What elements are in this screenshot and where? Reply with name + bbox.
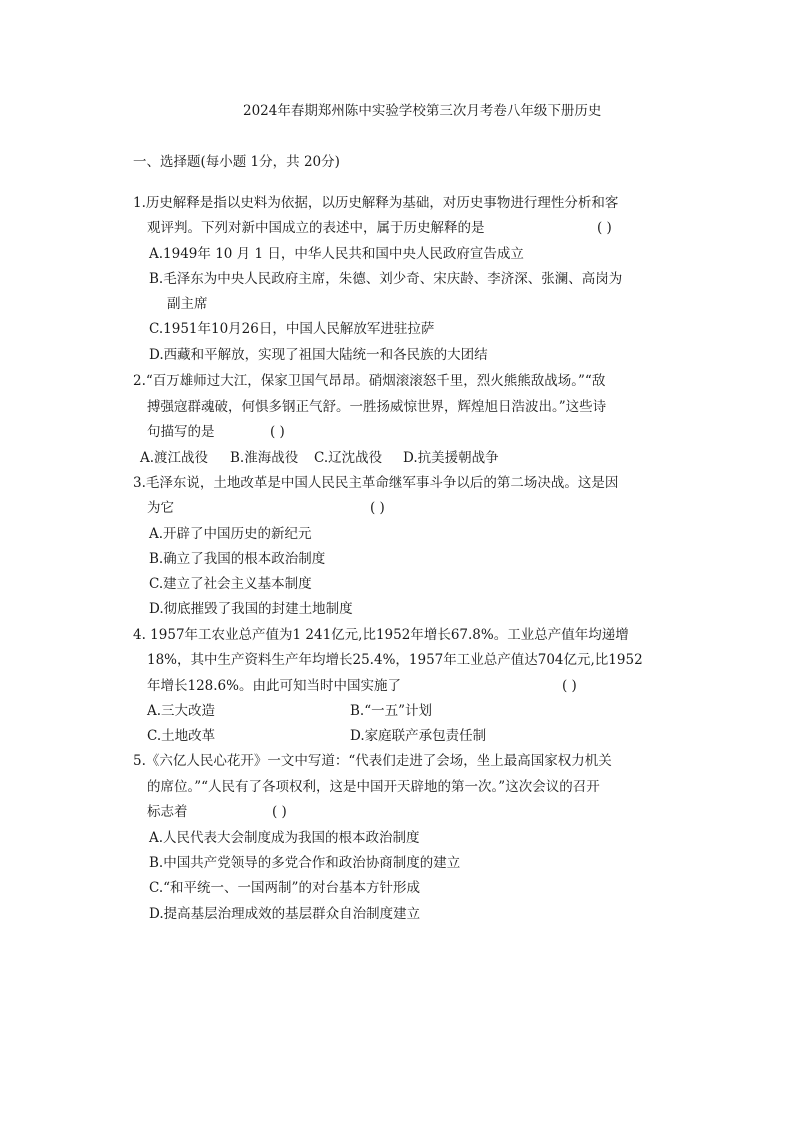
q1-option-b-line1: B.毛泽东为中央人民政府主席，朱德、刘少奇、宋庆龄、李济深、张澜、高岗为 xyxy=(149,271,623,287)
q5-option-b: B.中国共产党领导的多党合作和政治协商制度的建立 xyxy=(149,855,461,871)
q5-option-d: D.提高基层治理成效的基层群众自治制度建立 xyxy=(149,906,421,922)
q5-answer-paren: ( ) xyxy=(272,804,287,820)
q2-option-d: D.抗美援朝战争 xyxy=(403,450,499,466)
q2-stem-line3: 句描写的是 xyxy=(147,424,215,440)
q4-option-c: C.土地改革 xyxy=(147,728,216,744)
q3-stem-line1: 3.毛泽东说，土地改革是中国人民民主革命继军事斗争以后的第二场决战。这是因 xyxy=(133,475,619,491)
q3-option-b: B.确立了我国的根本政治制度 xyxy=(149,551,326,567)
q4-stem-line1: 4. 1957年工农业总产值为1 241亿元,比1952年增长67.8%。工业总产值年均递增 xyxy=(133,627,629,643)
q4-option-a: A.三大改造 xyxy=(147,703,216,719)
exam-title: 2024年春期郑州陈中实验学校第三次月考卷八年级下册历史 xyxy=(243,103,602,119)
q3-option-c: C.建立了社会主义基本制度 xyxy=(149,576,312,592)
q4-stem-line2: 18%，其中生产资料生产年均增长25.4%，1957年工业总产值达704亿元,比1952 xyxy=(147,652,643,668)
q4-option-b: B.“一五”计划 xyxy=(350,703,433,719)
q4-option-d: D.家庭联产承包责任制 xyxy=(350,728,487,744)
section-heading: 一、选择题(每小题 1分，共 20分) xyxy=(133,154,340,170)
q3-answer-paren: ( ) xyxy=(370,500,385,516)
q1-answer-paren: ( ) xyxy=(597,220,612,236)
q3-stem-line2: 为它 xyxy=(147,500,174,516)
q2-option-a: A.渡江战役 xyxy=(140,450,209,466)
q1-option-b-line2: 副主席 xyxy=(167,296,208,312)
q5-option-a: A.人民代表大会制度成为我国的根本政治制度 xyxy=(149,830,420,846)
q1-stem-line2: 观评判。下列对新中国成立的表述中，属于历史解释的是 xyxy=(147,220,485,236)
q2-stem-line1: 2.“百万雄师过大江，保家卫国气昂昂。硝烟滚滚怒千里，烈火熊熊敌战场。”“敌 xyxy=(133,373,606,389)
q4-answer-paren: ( ) xyxy=(562,678,577,694)
q1-stem-line1: 1.历史解释是指以史料为依据，以历史解释为基础，对历史事物进行理性分析和客 xyxy=(133,195,619,211)
q3-option-d: D.彻底摧毁了我国的封建土地制度 xyxy=(149,601,353,617)
q5-stem-line3: 标志着 xyxy=(147,804,188,820)
q4-stem-line3: 年增长128.6%。由此可知当时中国实施了 xyxy=(147,678,401,694)
q1-option-c: C.1951年10月26日，中国人民解放军进驻拉萨 xyxy=(149,321,435,337)
q3-option-a: A.开辟了中国历史的新纪元 xyxy=(149,526,312,542)
q2-answer-paren: ( ) xyxy=(270,424,285,440)
q2-stem-line2: 搏强寇群魂破，何惧多钢正气舒。一胜扬威惊世界，辉煌旭日浩波出。”这些诗 xyxy=(147,399,607,415)
q5-stem-line1: 5.《六亿人民心花开》一文中写道：“代表们走进了会场，坐上最高国家权力机关 xyxy=(133,753,612,769)
q1-option-d: D.西藏和平解放，实现了祖国大陆统一和各民族的大团结 xyxy=(149,347,488,363)
q5-stem-line2: 的席位。”“人民有了各项权利，这是中国开天辟地的第一次。”这次会议的召开 xyxy=(147,779,600,795)
q2-option-c: C.辽沈战役 xyxy=(314,450,383,466)
q5-option-c: C.“和平统一、一国两制”的对台基本方针形成 xyxy=(149,880,420,896)
q2-option-b: B.淮海战役 xyxy=(230,450,299,466)
q1-option-a: A.1949年 10 月 1 日，中华人民共和国中央人民政府宣告成立 xyxy=(149,246,524,262)
